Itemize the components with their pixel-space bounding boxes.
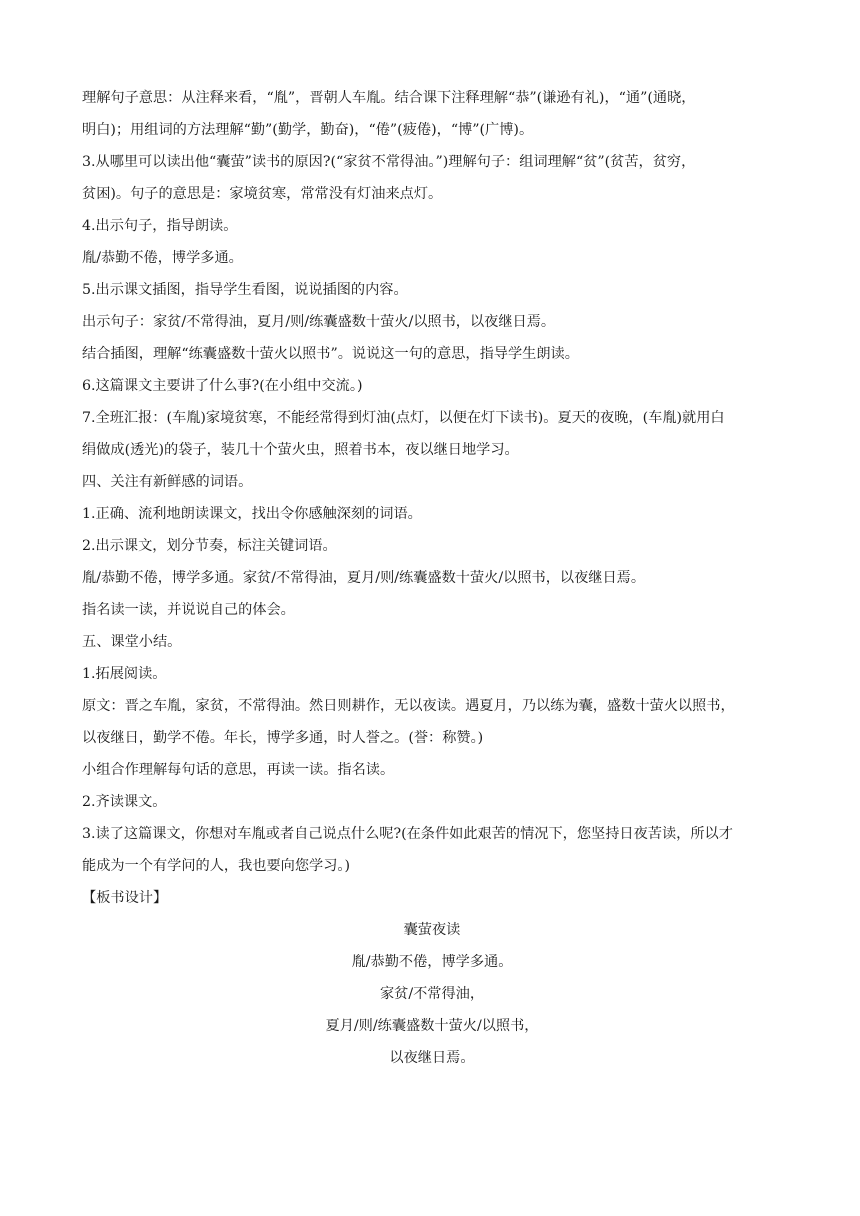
paragraph-line: 5.出示课文插图，指导学生看图，说说插图的内容。 xyxy=(82,282,408,298)
section-heading: 四、关注有新鲜感的词语。 xyxy=(82,474,253,490)
paragraph-line: 6.这篇课文主要讲了什么事?(在小组中交流。) xyxy=(82,378,363,394)
paragraph-line: 3.从哪里可以读出他“囊萤”读书的原因?(“家贫不常得油。”)理解句子：组词理解“贫”(贫苦，贫穷， xyxy=(82,154,696,170)
board-heading: 【板书设计】 xyxy=(82,890,168,906)
paragraph-line: 理解句子意思：从注释来看，“胤”，晋朝人车胤。结合课下注释理解“恭”(谦逊有礼)，“通”(通晓， xyxy=(82,90,696,106)
paragraph-line: 1.拓展阅读。 xyxy=(82,666,167,682)
paragraph-line: 绢做成(透光)的袋子，装几十个萤火虫，照着书本，夜以继日地学习。 xyxy=(82,442,519,458)
paragraph-line: 7.全班汇报：(车胤)家境贫寒，不能经常得到灯油(点灯，以便在灯下读书)。夏天的夜晚，(车胤)就用白 xyxy=(82,410,725,426)
board-line: 夏月/则/练囊盛数十萤火/以照书， xyxy=(325,1018,539,1034)
paragraph-line: 2.出示课文，划分节奏，标注关键词语。 xyxy=(82,538,337,554)
section-heading: 五、课堂小结。 xyxy=(82,634,182,650)
document-page xyxy=(82,82,782,1074)
paragraph-line: 胤/恭勤不倦，博学多通。家贫/不常得油，夏月/则/练囊盛数十萤火/以照书，以夜继日焉。 xyxy=(82,570,646,586)
paragraph-line: 小组合作理解每句话的意思，再读一读。指名读。 xyxy=(82,762,395,778)
paragraph-line: 1.正确、流利地朗读课文，找出令你感触深刻的词语。 xyxy=(82,506,422,522)
paragraph-line: 4.出示句子，指导朗读。 xyxy=(82,218,238,234)
paragraph-line: 胤/恭勤不倦，博学多通。 xyxy=(82,250,243,266)
paragraph-line: 结合插图，理解“练囊盛数十萤火以照书”。说说这一句的意思，指导学生朗读。 xyxy=(82,346,579,362)
paragraph-line: 2.齐读课文。 xyxy=(82,794,167,810)
blackboard-design xyxy=(82,882,782,1074)
board-line: 胤/恭勤不倦，博学多通。 xyxy=(351,954,513,970)
paragraph-line: 3.读了这篇课文，你想对车胤或者自己说点什么呢?(在条件如此艰苦的情况下，您坚持日夜苦读，所以才 xyxy=(82,826,733,842)
board-line: 以夜继日焉。 xyxy=(389,1050,475,1066)
paragraph-line: 原文：晋之车胤，家贫，不常得油。然日则耕作，无以夜读。遇夏月，乃以练为囊，盛数十萤火以照书， xyxy=(82,698,735,714)
paragraph-line: 明白)；用组词的方法理解“勤”(勤学，勤奋)，“倦”(疲倦)，“博”(广博)。 xyxy=(82,122,534,138)
paragraph-line: 指名读一读，并说说自己的体会。 xyxy=(82,602,295,618)
board-title: 囊萤夜读 xyxy=(403,922,461,938)
paragraph-line: 出示句子：家贫/不常得油，夏月/则/练囊盛数十萤火/以照书，以夜继日焉。 xyxy=(82,314,556,330)
paragraph-line: 能成为一个有学问的人，我也要向您学习。) xyxy=(82,858,350,874)
board-line: 家贫/不常得油， xyxy=(379,986,485,1002)
paragraph-line: 贫困)。句子的意思是：家境贫寒，常常没有灯油来点灯。 xyxy=(82,186,443,202)
body-text xyxy=(82,82,782,882)
paragraph-line: 以夜继日，勤学不倦。年长，博学多通，时人誉之。(誉：称赞。) xyxy=(82,730,484,746)
